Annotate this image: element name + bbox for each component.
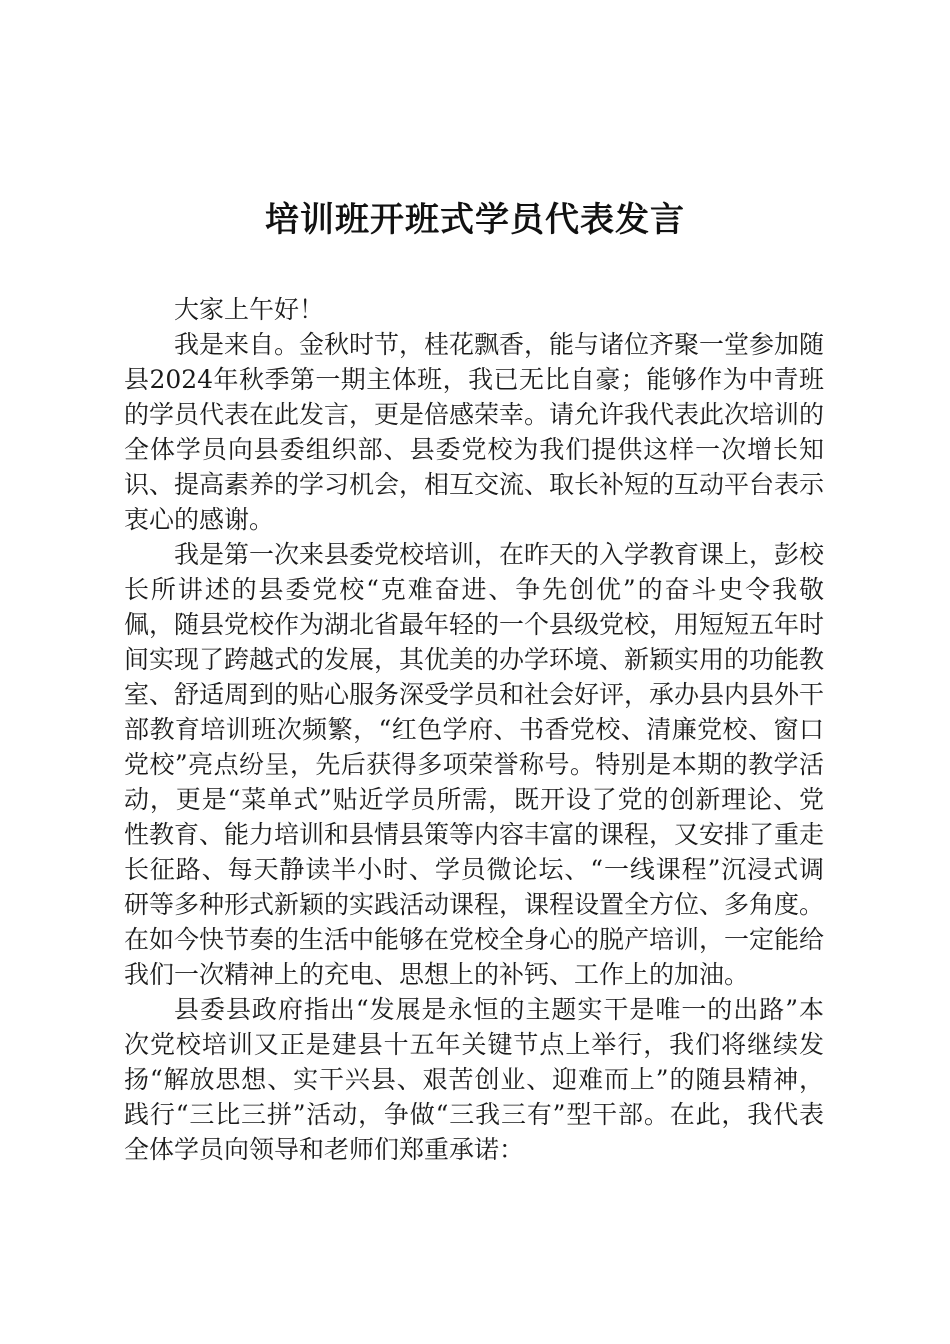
document-body xyxy=(124,292,824,1167)
greeting-paragraph: 大家上午好！ xyxy=(174,295,325,324)
document-title: 培训班开班式学员代表发言 xyxy=(265,200,685,240)
body-paragraph: 县委县政府指出“发展是永恒的主题实干是唯一的出路”本次党校培训又正是建县十五年关键节点上举行，我们将继续发扬“解放思想、实干兴县、艰苦创业、迎难而上”的随县精神，践行“三比三拼”活动，争做“三我三有”型干部。在此，我代表全体学员向领导和老师们郑重承诺： xyxy=(124,995,824,1164)
body-paragraph: 我是第一次来县委党校培训，在昨天的入学教育课上，彭校长所讲述的县委党校“克难奋进、争先创优”的奋斗史令我敬佩，随县党校作为湖北省最年轻的一个县级党校，用短短五年时间实现了跨越式的发展，其优美的办学环境、新颖实用的功能教室、舒适周到的贴心服务深受学员和社会好评，承办县内县外干部教育培训班次频繁，“红色学府、书香党校、清廉党校、窗口党校”亮点纷呈，先后获得多项荣誉称号。特别是本期的教学活动，更是“菜单式”贴近学员所需，既开设了党的创新理论、党性教育、能力培训和县情县策等内容丰富的课程，又安排了重走长征路、每天静读半小时、学员微论坛、“一线课程”沉浸式调研等多种形式新颖的实践活动课程，课程设置全方位、多角度。在如今快节奏的生活中能够在党校全身心的脱产培训，一定能给我们一次精神上的充电、思想上的补钙、工作上的加油。 xyxy=(124,540,825,989)
body-paragraph: 我是来自。金秋时节，桂花飘香，能与诸位齐聚一堂参加随县2024年秋季第一期主体班，我已无比自豪；能够作为中青班的学员代表在此发言，更是倍感荣幸。请允许我代表此次培训的全体学员向县委组织部、县委党校为我们提供这样一次增长知识、提高素养的学习机会，相互交流、取长补短的互动平台表示衷心的感谢。 xyxy=(124,330,825,534)
